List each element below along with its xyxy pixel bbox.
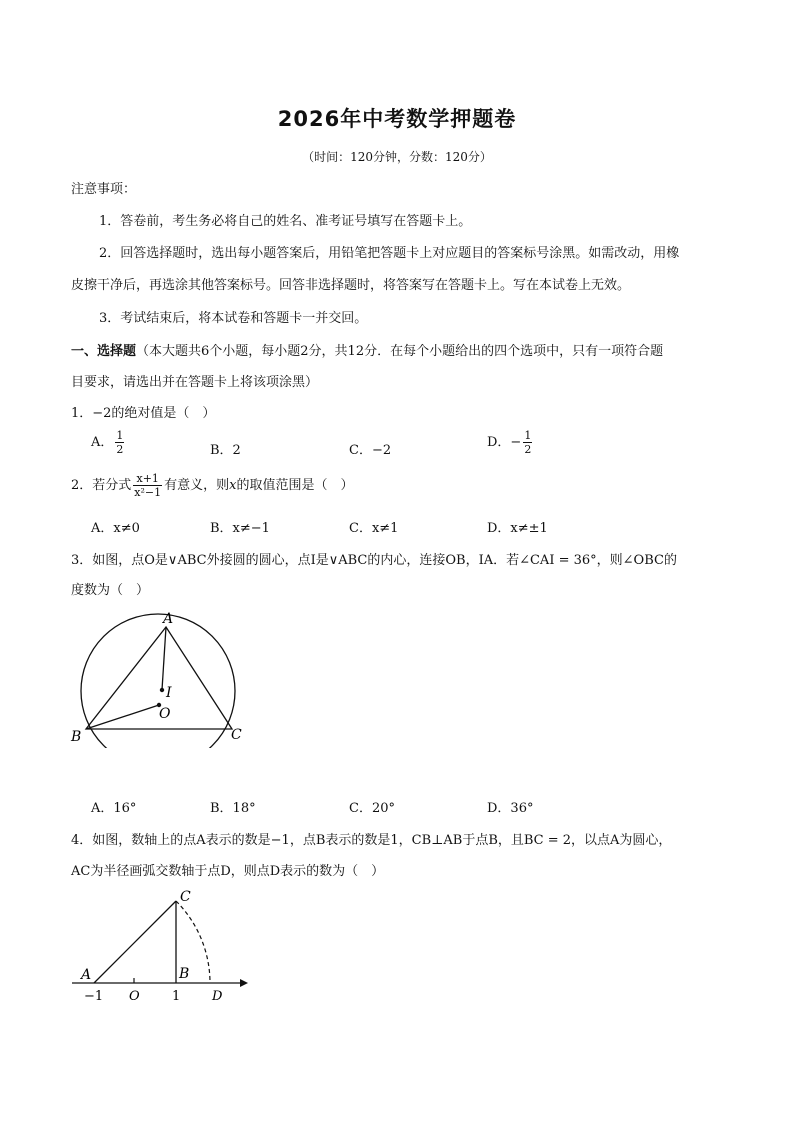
q3-option-c: C．20° [349,801,395,816]
q3-figure [66,608,250,748]
notice-item-2-line-2: 皮擦干净后，再选涂其他答案标号。回答非选择题时，将答案写在答题卡上。写在本试卷上无效。 [71,278,631,293]
section-1-heading: 一、选择题 [71,344,137,359]
q2-fraction-denominator: x²−1 [134,486,162,499]
q2-option-b: B．x≠−1 [210,521,270,536]
q3-point-i [160,688,164,692]
q4-axis-arrow-icon [240,979,248,987]
section-1-heading-line [71,340,663,359]
section-1-desc-line-1: （本大题共6个小题，每小题2分，共12分．在每个小题给出的四个选项中，只有一项符合题 [136,344,664,359]
q3-stem-line-1: 3．如图，点O是∨ABC外接圆的圆心，点I是∨ABC的内心，连接OB，IA．若∠CAI = 36°，则∠OBC的 [71,553,677,568]
q2-option-a: A．x≠0 [91,521,140,536]
q4-segment-ac [94,901,176,983]
notice-item-2-line-1: 2．回答选择题时，选出每小题答案后，用铅笔把答题卡上对应题目的答案标号涂黑。如需改动，用橡 [99,246,680,261]
q2-stem-pre: 2．若分式 [71,478,132,493]
section-1-desc-line-2: 目要求，请选出并在答题卡上将该项涂黑） [71,375,319,390]
q2-option-d: D．x≠±1 [487,521,548,536]
q4-label-b: B [179,966,190,982]
q3-label-a: A [163,611,174,627]
q4-stem-line-2: AC为半径画弧交数轴于点D，则点D表示的数为（ ） [71,864,385,879]
notice-item-1: 1．答卷前，考生务必将自己的姓名、准考证号填写在答题卡上。 [99,214,472,229]
q3-option-b: B．18° [210,801,256,816]
q1-option-c: C．−2 [349,443,392,458]
q3-label-b: B [71,729,82,745]
q1-option-d-fraction [523,430,532,455]
q1-option-d [487,430,534,455]
q3-circumcircle [81,614,235,748]
q2-variable: x [229,478,237,493]
q1-stem: 1．−2的绝对值是（ ） [71,406,216,421]
q1-option-a-fraction [115,430,124,455]
q1-option-d-numerator: 1 [524,429,532,442]
q3-segment-ob [86,705,159,729]
q1-option-a-numerator: 1 [116,429,124,442]
notice-heading: 注意事项： [71,182,137,197]
q3-label-o: O [159,706,171,722]
q2-fraction [133,473,162,498]
q4-label-d: D [212,989,223,1004]
q4-label-c: C [180,889,191,905]
q2-stem-end: 的取值范围是（ ） [236,478,354,493]
q3-option-a: A．16° [91,801,137,816]
q3-label-c: C [231,727,242,743]
q3-option-d: D．36° [487,801,534,816]
page-subtitle: （时间：120分钟，分数：120分） [302,150,492,164]
q4-tick-label-1: 1 [172,989,181,1004]
q4-label-a: A [81,967,92,983]
q3-stem-line-2: 度数为（ ） [71,583,150,598]
q4-figure [66,882,250,1006]
q2-stem-post: 有意义，则 [164,478,230,493]
page-title: 2026年中考数学押题卷 [277,107,517,131]
q3-label-i: I [166,685,172,701]
q4-tick-label-neg1: −1 [84,989,104,1004]
q1-option-d-denominator: 2 [524,443,532,456]
q1-option-b: B．2 [210,443,241,458]
q4-label-o: O [129,989,140,1004]
q1-option-d-label: D．− [487,435,522,450]
q2-stem [71,473,354,498]
notice-item-3: 3．考试结束后，将本试卷和答题卡一并交回。 [99,311,368,326]
q3-segment-ia [162,627,166,690]
q1-option-a [91,430,126,455]
q2-option-c: C．x≠1 [349,521,399,536]
q2-fraction-numerator: x+1 [133,473,162,486]
q1-option-a-denominator: 2 [116,443,124,456]
q4-stem-line-1: 4．如图，数轴上的点A表示的数是−1，点B表示的数是1，CB⊥AB于点B，且BC = 2，以点A为圆心， [71,833,672,848]
q1-option-a-label: A． [91,435,114,450]
